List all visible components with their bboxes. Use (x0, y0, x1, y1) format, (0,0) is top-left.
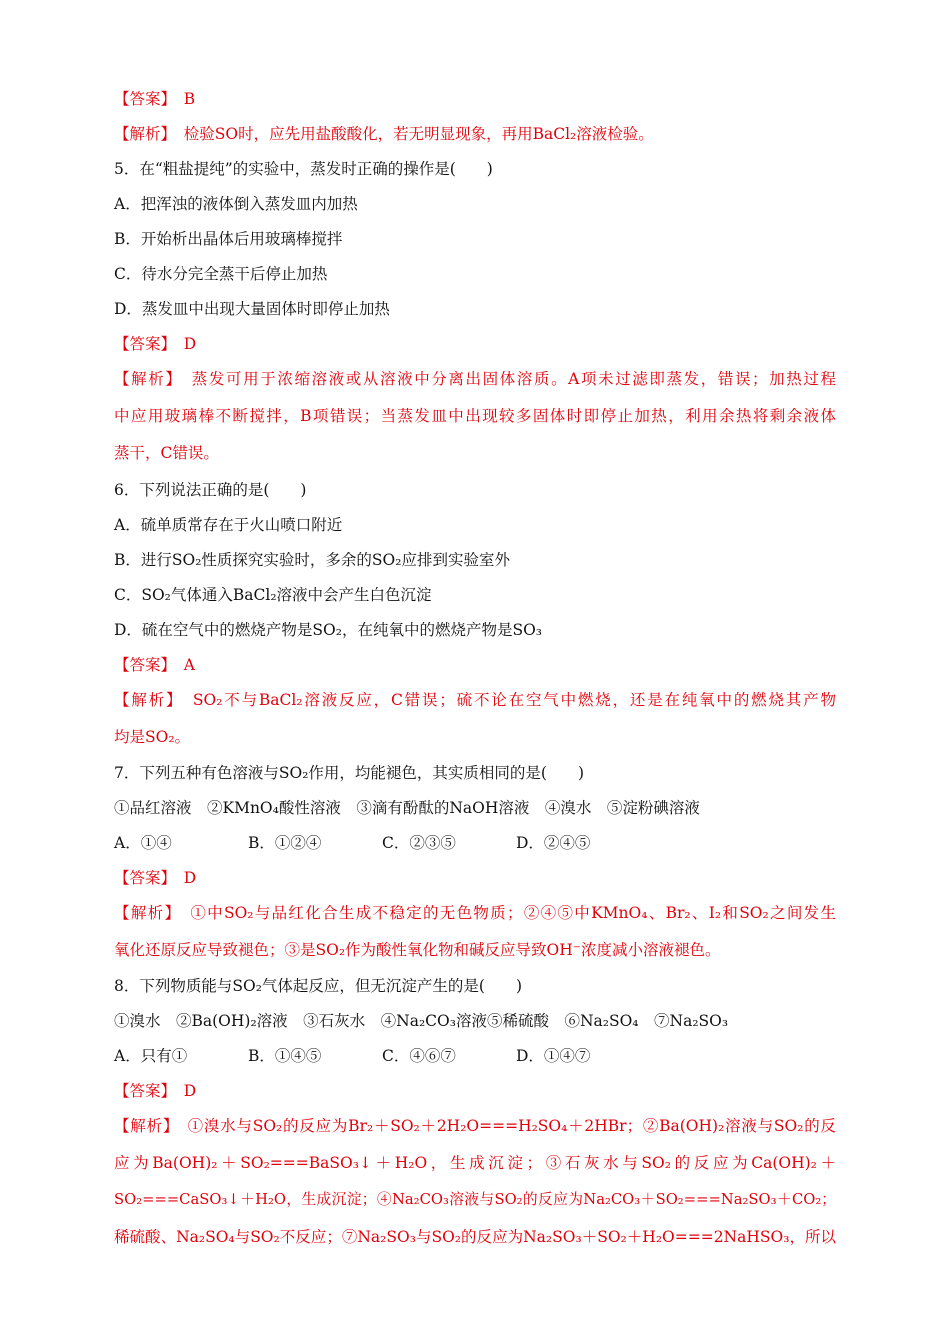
question-5-stem: 5．在“粗盐提纯”的实验中，蒸发时正确的操作是( ) (114, 160, 493, 178)
q7-choice-b: B．①②④ (248, 834, 322, 852)
answer-q5: 【答案】 D (114, 335, 197, 353)
answer-q7: 【答案】 D (114, 869, 197, 887)
q6-option-a: A．硫单质常存在于火山喷口附近 (114, 516, 343, 534)
q6-option-b: B．进行SO₂性质探究实验时，多余的SO₂应排到实验室外 (114, 551, 510, 569)
analysis-q8-line2: 应为Ba(OH)₂＋SO₂===BaSO₃↓＋H₂O，生成沉淀；③石灰水与SO₂的反应为Ca(OH)₂＋ (114, 1154, 836, 1172)
q7-choice-d: D．②④⑤ (516, 834, 591, 852)
analysis-q5-line3: 蒸干，C错误。 (114, 444, 219, 462)
q8-choice-a: A．只有① (114, 1047, 188, 1065)
answer-q8: 【答案】 D (114, 1082, 197, 1100)
question-7-stem: 7．下列五种有色溶液与SO₂作用，均能褪色，其实质相同的是( ) (114, 764, 584, 782)
answer-q6: 【答案】 A (114, 656, 195, 674)
q8-choice-b: B．①④⑤ (248, 1047, 322, 1065)
analysis-q7-line1: 【解析】 ①中SO₂与品红化合生成不稳定的无色物质；②④⑤中KMnO₄、Br₂、I₂和SO₂之间发生 (114, 904, 836, 922)
q7-choices (114, 833, 836, 853)
analysis-q5-line2: 中应用玻璃棒不断搅拌，B项错误；当蒸发皿中出现较多固体时即停止加热，利用余热将剩余液体 (114, 407, 836, 425)
analysis-q5-line1: 【解析】 蒸发可用于浓缩溶液或从溶液中分离出固体溶质。A项未过滤即蒸发，错误；加热过程 (114, 370, 836, 388)
q8-choice-c: C．④⑥⑦ (382, 1047, 456, 1065)
analysis-q8-line3: SO₂===CaSO₃↓＋H₂O，生成沉淀；④Na₂CO₃溶液与SO₂的反应为Na₂CO₃＋SO₂===Na₂SO₃＋CO₂； (114, 1191, 836, 1208)
answer-q4: 【答案】 B (114, 90, 196, 108)
analysis-q7-line2: 氧化还原反应导致褪色；③是SO₂作为酸性氧化物和碱反应导致OH⁻浓度减小溶液褪色。 (114, 941, 721, 959)
analysis-q4: 【解析】 检验SO时，应先用盐酸酸化，若无明显现象，再用BaCl₂溶液检验。 (114, 125, 654, 143)
question-8-stem: 8．下列物质能与SO₂气体起反应，但无沉淀产生的是( ) (114, 977, 522, 995)
q7-choice-c: C．②③⑤ (382, 834, 456, 852)
q6-option-c: C．SO₂气体通入BaCl₂溶液中会产生白色沉淀 (114, 586, 432, 604)
q6-option-d: D．硫在空气中的燃烧产物是SO₂，在纯氧中的燃烧产物是SO₃ (114, 621, 543, 639)
analysis-q6-line2: 均是SO₂。 (114, 728, 191, 746)
q5-option-c: C．待水分完全蒸干后停止加热 (114, 265, 328, 283)
q5-option-d: D．蒸发皿中出现大量固体时即停止加热 (114, 300, 390, 318)
question-6-stem: 6．下列说法正确的是( ) (114, 481, 307, 499)
q7-choice-a: A．①④ (114, 834, 172, 852)
analysis-q6-line1: 【解析】 SO₂不与BaCl₂溶液反应，C错误；硫不论在空气中燃烧，还是在纯氧中的燃烧其产物 (114, 691, 836, 709)
q7-items: ①品红溶液 ②KMnO₄酸性溶液 ③滴有酚酞的NaOH溶液 ④溴水 ⑤淀粉碘溶液 (114, 799, 700, 817)
q8-choice-d: D．①④⑦ (516, 1047, 591, 1065)
q8-choices (114, 1046, 836, 1066)
analysis-q8-line1: 【解析】 ①溴水与SO₂的反应为Br₂＋SO₂＋2H₂O===H₂SO₄＋2HBr；②Ba(OH)₂溶液与SO₂的反 (114, 1117, 836, 1135)
analysis-q8-line4: 稀硫酸、Na₂SO₄与SO₂不反应；⑦Na₂SO₃与SO₂的反应为Na₂SO₃＋SO₂＋H₂O===2NaHSO₃，所以 (114, 1228, 836, 1246)
q5-option-a: A．把浑浊的液体倒入蒸发皿内加热 (114, 195, 358, 213)
q5-option-b: B．开始析出晶体后用玻璃棒搅拌 (114, 230, 343, 248)
q8-items: ①溴水 ②Ba(OH)₂溶液 ③石灰水 ④Na₂CO₃溶液⑤稀硫酸 ⑥Na₂SO₄ ⑦Na₂SO₃ (114, 1012, 729, 1030)
